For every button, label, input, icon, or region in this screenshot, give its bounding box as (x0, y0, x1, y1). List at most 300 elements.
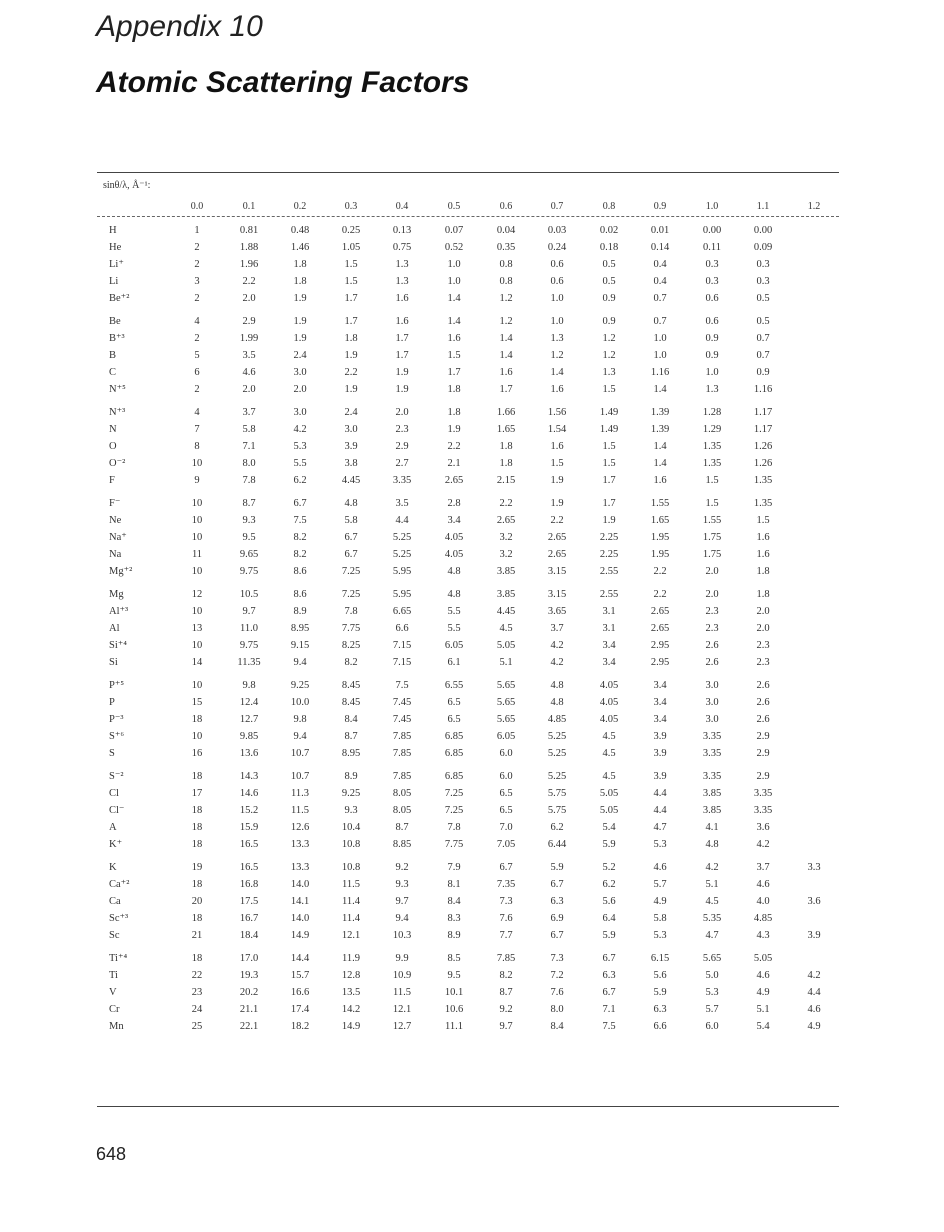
factor-value: 6.6 (395, 623, 409, 634)
factor-value: 1.16 (650, 367, 670, 378)
factor-value: 0.00 (702, 225, 722, 236)
factor-value: 9.15 (290, 640, 310, 651)
table-row (97, 256, 839, 273)
factor-value: 2.2 (447, 441, 461, 452)
factor-value: 0.48 (290, 225, 310, 236)
factor-value: 5.5 (293, 458, 307, 469)
factor-value: 5.1 (705, 879, 719, 890)
element-symbol: B (109, 350, 117, 361)
factor-value: 5.75 (547, 788, 567, 799)
factor-value: 25 (191, 1021, 203, 1032)
element-symbol: P⁺⁵ (109, 680, 125, 691)
factor-value: 2.4 (344, 407, 358, 418)
factor-value: 10 (191, 680, 203, 691)
factor-value: 1.35 (702, 441, 722, 452)
factor-value: 1.8 (499, 441, 513, 452)
factor-value: 8.2 (344, 657, 358, 668)
factor-value: 6.55 (444, 680, 464, 691)
factor-value: 8.95 (290, 623, 310, 634)
factor-value: 0.35 (496, 242, 516, 253)
factor-value: 9.8 (293, 714, 307, 725)
factor-value: 17.4 (290, 1004, 310, 1015)
factor-value: 4.85 (753, 913, 773, 924)
header-label: sinθ/λ, Å⁻¹: (103, 180, 151, 191)
factor-value: 23 (191, 987, 203, 998)
factor-value: 6.4 (602, 913, 616, 924)
factor-value: 0.24 (547, 242, 567, 253)
factor-value: 3.35 (702, 731, 722, 742)
factor-value: 1.05 (341, 242, 361, 253)
factor-value: 2 (194, 333, 200, 344)
table-row (97, 529, 839, 546)
factor-value: 1.99 (239, 333, 259, 344)
table-row (97, 330, 839, 347)
factor-value: 4.2 (705, 862, 719, 873)
factor-value: 1.56 (547, 407, 567, 418)
factor-value: 0.5 (756, 293, 770, 304)
table-row (97, 239, 839, 256)
factor-value: 0.25 (341, 225, 361, 236)
factor-value: 1.7 (395, 350, 409, 361)
element-symbol: Si (109, 657, 118, 668)
factor-value: 5.3 (653, 930, 667, 941)
factor-value: 9.3 (344, 805, 358, 816)
factor-value: 3.15 (547, 566, 567, 577)
factor-value: 6.3 (653, 1004, 667, 1015)
factor-value: 2 (194, 259, 200, 270)
factor-value: 0.6 (550, 276, 564, 287)
factor-value: 1.2 (602, 333, 616, 344)
factor-value: 0.09 (753, 242, 773, 253)
factor-value: 6.0 (499, 771, 513, 782)
table-row (97, 472, 839, 489)
factor-value: 1.28 (702, 407, 722, 418)
factor-value: 1.7 (447, 367, 461, 378)
table-row (97, 512, 839, 529)
factor-value: 1.9 (447, 424, 461, 435)
factor-value: 4.05 (599, 697, 619, 708)
factor-value: 5.25 (547, 771, 567, 782)
factor-value: 4.4 (653, 788, 667, 799)
column-header: 0.2 (293, 201, 307, 212)
factor-value: 16 (191, 748, 203, 759)
factor-value: 5.3 (705, 987, 719, 998)
factor-value: 3.9 (653, 748, 667, 759)
factor-value: 1.17 (753, 424, 773, 435)
factor-value: 2.3 (756, 640, 770, 651)
element-symbol: Li⁺ (109, 259, 124, 270)
appendix-heading: Appendix 10 (96, 10, 263, 43)
table-row (97, 654, 839, 671)
factor-value: 1.7 (344, 293, 358, 304)
factor-value: 5.3 (293, 441, 307, 452)
factor-value: 0.6 (705, 293, 719, 304)
factor-value: 5.05 (753, 953, 773, 964)
factor-value: 5.8 (344, 515, 358, 526)
element-symbol: P (109, 697, 115, 708)
factor-value: 14.1 (290, 896, 310, 907)
factor-value: 12.4 (239, 697, 259, 708)
factor-value: 6.5 (499, 788, 513, 799)
factor-value: 6.85 (444, 771, 464, 782)
factor-value: 8.2 (499, 970, 513, 981)
factor-value: 8.4 (344, 714, 358, 725)
factor-value: 4.2 (550, 640, 564, 651)
factor-value: 6.85 (444, 731, 464, 742)
factor-value: 11.5 (342, 879, 360, 890)
factor-value: 1.7 (602, 475, 616, 486)
factor-value: 7.8 (447, 822, 461, 833)
factor-value: 1.0 (447, 276, 461, 287)
factor-value: 1.39 (650, 424, 670, 435)
factor-value: 9.7 (499, 1021, 513, 1032)
factor-value: 6.2 (602, 879, 616, 890)
factor-value: 14.0 (290, 879, 310, 890)
factor-value: 2.2 (499, 498, 513, 509)
factor-value: 2.65 (650, 606, 670, 617)
factor-value: 8.0 (550, 1004, 564, 1015)
factor-value: 13 (191, 623, 203, 634)
factor-value: 1.65 (496, 424, 516, 435)
factor-value: 0.9 (602, 293, 616, 304)
factor-value: 6.7 (293, 498, 307, 509)
factor-value: 11 (191, 549, 203, 560)
factor-value: 8.05 (392, 805, 412, 816)
factor-value: 6.7 (550, 930, 564, 941)
factor-value: 3.0 (705, 714, 719, 725)
factor-value: 8.3 (447, 913, 461, 924)
factor-value: 3.7 (756, 862, 770, 873)
element-symbol: F (109, 475, 115, 486)
factor-value: 7.85 (392, 748, 412, 759)
factor-value: 3.8 (344, 458, 358, 469)
factor-value: 8.7 (499, 987, 513, 998)
factor-value: 1.55 (650, 498, 670, 509)
factor-value: 8.05 (392, 788, 412, 799)
factor-value: 2.95 (650, 657, 670, 668)
factor-value: 5.95 (392, 589, 412, 600)
factor-value: 12.7 (239, 714, 259, 725)
factor-value: 10.0 (290, 697, 310, 708)
factor-value: 18 (191, 822, 203, 833)
factor-value: 12.1 (392, 1004, 412, 1015)
table-row (97, 222, 839, 239)
factor-value: 7.6 (550, 987, 564, 998)
factor-value: 5.25 (392, 532, 412, 543)
factor-value: 1.35 (702, 458, 722, 469)
factor-value: 10 (191, 566, 203, 577)
factor-value: 1.17 (753, 407, 773, 418)
factor-value: 4.2 (550, 657, 564, 668)
factor-value: 9.25 (290, 680, 310, 691)
factor-value: 7.05 (496, 839, 516, 850)
table-row (97, 893, 839, 910)
factor-value: 1.6 (756, 532, 770, 543)
factor-value: 4.2 (807, 970, 821, 981)
factor-value: 2.25 (599, 532, 619, 543)
factor-value: 3.5 (242, 350, 256, 361)
factor-value: 8.6 (293, 589, 307, 600)
factor-value: 20 (191, 896, 203, 907)
factor-value: 1.3 (395, 276, 409, 287)
element-symbol: He (109, 242, 122, 253)
element-symbol: Mg⁺² (109, 566, 133, 577)
factor-value: 1.75 (702, 532, 722, 543)
factor-value: 1.35 (753, 498, 773, 509)
factor-value: 1.0 (653, 350, 667, 361)
factor-value: 8.1 (447, 879, 461, 890)
factor-value: 2.65 (650, 623, 670, 634)
column-header: 0.8 (602, 201, 616, 212)
element-symbol: Al (109, 623, 120, 634)
factor-value: 1.0 (653, 333, 667, 344)
factor-value: 3.9 (807, 930, 821, 941)
element-symbol: Be⁺² (109, 293, 130, 304)
table-row (97, 347, 839, 364)
factor-value: 7.3 (499, 896, 513, 907)
factor-value: 6.0 (499, 748, 513, 759)
factor-value: 4.6 (756, 879, 770, 890)
factor-value: 13.3 (290, 862, 310, 873)
element-symbol: Ti⁺⁴ (109, 953, 128, 964)
element-symbol: B⁺³ (109, 333, 125, 344)
factor-value: 5.6 (653, 970, 667, 981)
factor-value: 7.1 (602, 1004, 616, 1015)
factor-value: 10 (191, 731, 203, 742)
factor-value: 2.0 (293, 384, 307, 395)
factor-value: 1.39 (650, 407, 670, 418)
factor-value: 6.1 (447, 657, 461, 668)
factor-value: 0.9 (602, 316, 616, 327)
factor-value: 5.0 (705, 970, 719, 981)
factor-value: 2.9 (756, 748, 770, 759)
factor-value: 3.4 (602, 640, 616, 651)
factor-value: 3.0 (293, 367, 307, 378)
table-row (97, 421, 839, 438)
table-row (97, 563, 839, 580)
factor-value: 8.25 (341, 640, 361, 651)
column-header: 0.1 (242, 201, 256, 212)
factor-value: 2.6 (705, 657, 719, 668)
factor-value: 5.05 (599, 788, 619, 799)
element-symbol: Mg (109, 589, 124, 600)
factor-value: 10.7 (290, 748, 310, 759)
factor-value: 1.0 (705, 367, 719, 378)
factor-value: 2.9 (756, 771, 770, 782)
factor-value: 2.9 (242, 316, 256, 327)
factor-value: 0.04 (496, 225, 516, 236)
factor-value: 1.0 (447, 259, 461, 270)
factor-value: 1.6 (550, 384, 564, 395)
factor-value: 2.2 (653, 589, 667, 600)
factor-value: 1.8 (293, 259, 307, 270)
factor-value: 8.7 (242, 498, 256, 509)
element-symbol: Ne (109, 515, 122, 526)
factor-value: 0.00 (753, 225, 773, 236)
factor-value: 10 (191, 640, 203, 651)
factor-value: 2.2 (653, 566, 667, 577)
factor-value: 4.4 (807, 987, 821, 998)
factor-value: 2.25 (599, 549, 619, 560)
factor-value: 3.5 (395, 498, 409, 509)
factor-value: 0.5 (602, 259, 616, 270)
factor-value: 4.1 (705, 822, 719, 833)
factor-value: 4.05 (599, 680, 619, 691)
factor-value: 1.9 (293, 293, 307, 304)
factor-value: 1.4 (499, 350, 513, 361)
factor-value: 9.5 (242, 532, 256, 543)
factor-value: 8.4 (447, 896, 461, 907)
factor-value: 4.6 (242, 367, 256, 378)
factor-value: 7.25 (444, 788, 464, 799)
factor-value: 1.9 (344, 384, 358, 395)
factor-value: 5.1 (756, 1004, 770, 1015)
factor-value: 9.3 (242, 515, 256, 526)
factor-value: 16.6 (290, 987, 310, 998)
page-title: Atomic Scattering Factors (96, 66, 470, 99)
factor-value: 13.6 (239, 748, 259, 759)
factor-value: 1.55 (702, 515, 722, 526)
factor-value: 6.05 (444, 640, 464, 651)
factor-value: 18.4 (239, 930, 259, 941)
factor-value: 14.9 (341, 1021, 361, 1032)
factor-value: 3.9 (653, 731, 667, 742)
factor-value: 1.4 (653, 384, 667, 395)
factor-value: 9.75 (239, 566, 259, 577)
factor-value: 7.9 (447, 862, 461, 873)
factor-value: 0.4 (653, 276, 667, 287)
factor-value: 4.9 (756, 987, 770, 998)
factor-value: 8.2 (293, 532, 307, 543)
factor-value: 14.6 (239, 788, 259, 799)
factor-value: 7.0 (499, 822, 513, 833)
factor-value: 8.5 (447, 953, 461, 964)
factor-value: 7.75 (444, 839, 464, 850)
factor-value: 12.7 (392, 1021, 412, 1032)
factor-value: 1.6 (395, 293, 409, 304)
factor-value: 1.26 (753, 441, 773, 452)
element-symbol: Si⁺⁴ (109, 640, 127, 651)
factor-value: 2.2 (242, 276, 256, 287)
factor-value: 8 (194, 441, 200, 452)
factor-value: 1.6 (395, 316, 409, 327)
factor-value: 0.01 (650, 225, 670, 236)
factor-value: 1.6 (499, 367, 513, 378)
factor-value: 2.0 (705, 589, 719, 600)
factor-value: 7.6 (499, 913, 513, 924)
factor-value: 4.6 (653, 862, 667, 873)
factor-value: 0.9 (756, 367, 770, 378)
factor-value: 8.7 (395, 822, 409, 833)
factor-value: 1.6 (756, 549, 770, 560)
factor-value: 9 (194, 475, 200, 486)
factor-value: 6.44 (547, 839, 567, 850)
factor-value: 3.65 (547, 606, 567, 617)
factor-value: 10.9 (392, 970, 412, 981)
factor-value: 4.2 (293, 424, 307, 435)
factor-value: 5.1 (499, 657, 513, 668)
factor-value: 2.3 (756, 657, 770, 668)
factor-value: 14.9 (290, 930, 310, 941)
factor-value: 9.7 (395, 896, 409, 907)
factor-value: 4 (194, 407, 200, 418)
factor-value: 5.65 (702, 953, 722, 964)
factor-value: 5.25 (392, 549, 412, 560)
factor-value: 2 (194, 384, 200, 395)
factor-value: 9.65 (239, 549, 259, 560)
factor-value: 3.35 (753, 805, 773, 816)
factor-value: 3.3 (807, 862, 821, 873)
factor-value: 1.5 (344, 259, 358, 270)
factor-value: 16.8 (239, 879, 259, 890)
factor-value: 0.5 (756, 316, 770, 327)
element-symbol: Mn (109, 1021, 124, 1032)
factor-value: 13.5 (341, 987, 361, 998)
factor-value: 6.3 (550, 896, 564, 907)
factor-value: 8.2 (293, 549, 307, 560)
table-row (97, 967, 839, 984)
factor-value: 2.2 (344, 367, 358, 378)
factor-value: 2.0 (705, 566, 719, 577)
factor-value: 7.45 (392, 714, 412, 725)
column-header: 0.5 (447, 201, 461, 212)
factor-value: 6.5 (499, 805, 513, 816)
element-symbol: Al⁺³ (109, 606, 129, 617)
factor-value: 18 (191, 714, 203, 725)
factor-value: 9.25 (341, 788, 361, 799)
factor-value: 10.7 (290, 771, 310, 782)
factor-value: 0.9 (705, 333, 719, 344)
element-symbol: Ti (109, 970, 118, 981)
factor-value: 14.0 (290, 913, 310, 924)
factor-value: 10 (191, 515, 203, 526)
factor-value: 6.0 (705, 1021, 719, 1032)
column-header: 0.3 (344, 201, 358, 212)
factor-value: 7.25 (444, 805, 464, 816)
factor-value: 0.8 (499, 276, 513, 287)
factor-value: 0.4 (653, 259, 667, 270)
factor-value: 6.7 (602, 953, 616, 964)
factor-value: 17.5 (239, 896, 259, 907)
factor-value: 0.7 (756, 350, 770, 361)
factor-value: 0.7 (653, 316, 667, 327)
factor-value: 1.46 (290, 242, 310, 253)
factor-value: 4.3 (756, 930, 770, 941)
factor-value: 10 (191, 498, 203, 509)
factor-value: 10.4 (341, 822, 361, 833)
element-symbol: O (109, 441, 117, 452)
factor-value: 9.2 (395, 862, 409, 873)
factor-value: 9.4 (293, 657, 307, 668)
factor-value: 1.3 (395, 259, 409, 270)
factor-value: 0.7 (653, 293, 667, 304)
factor-value: 0.52 (444, 242, 464, 253)
factor-value: 3.35 (753, 788, 773, 799)
table-row (97, 438, 839, 455)
factor-value: 1.4 (653, 441, 667, 452)
factor-value: 3.4 (447, 515, 461, 526)
table-row (97, 927, 839, 944)
element-symbol: Sc⁺³ (109, 913, 129, 924)
factor-value: 7.5 (602, 1021, 616, 1032)
factor-value: 11.5 (291, 805, 309, 816)
factor-value: 6.7 (344, 549, 358, 560)
factor-value: 2.55 (599, 566, 619, 577)
table-row (97, 381, 839, 398)
element-symbol: Cl (109, 788, 119, 799)
factor-value: 2.0 (756, 623, 770, 634)
element-symbol: Ca⁺² (109, 879, 130, 890)
